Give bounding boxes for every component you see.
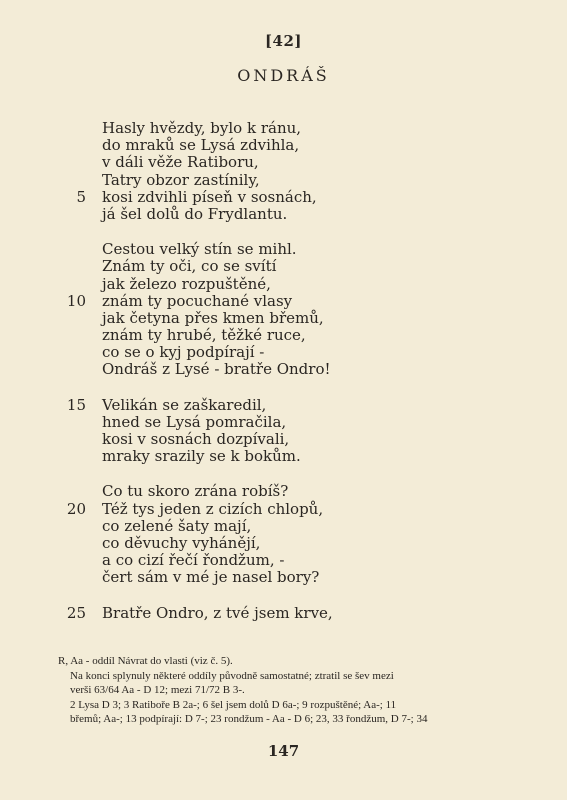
verse-line <box>0 518 567 535</box>
verse-text: jak železo rozpuštěné, <box>102 274 271 293</box>
verse-text: čert sám v mé je nasel bory? <box>102 568 320 587</box>
verse-text: Tatry obzor zastínily, <box>102 170 260 189</box>
verse-line <box>0 361 567 378</box>
verse-text: Co tu skoro zrána robíš? <box>102 482 289 501</box>
line-number: 5 <box>76 187 86 206</box>
verse-line <box>0 569 567 586</box>
verse-text: Též tys jeden z cizích chlopů, <box>102 499 324 518</box>
verse-line <box>0 172 567 189</box>
verse-line <box>0 137 567 154</box>
note-line: verši 63/64 Aa - D 12; mezi 71/72 B 3-. <box>70 684 245 696</box>
verse-text: Cestou velký stín se mihl. <box>102 240 297 259</box>
line-number: 10 <box>66 291 86 310</box>
verse-text: Velikán se zaškaredil, <box>102 395 267 414</box>
verse-text: do mraků se Lysá zdvihla, <box>102 136 300 155</box>
stanza <box>0 605 567 622</box>
verse-line <box>0 327 567 344</box>
verse-line <box>0 501 567 518</box>
verse-line <box>0 483 567 500</box>
verse-text: já šel dolů do Frydlantu. <box>102 204 288 223</box>
stanza <box>0 397 567 466</box>
verse-text: kosi v sosnách dozpívali, <box>102 430 290 448</box>
verse-text: jak četyna přes kmen břemů, <box>102 308 324 327</box>
note-line: R, Aa - oddíl Návrat do vlasti (viz č. 5). <box>58 655 233 667</box>
note-line: břemů; Aa-; 13 podpírají: D 7-; 23 rondžum - Aa - D 6; 23, 33 řondžum, D 7-; 34 <box>70 713 428 725</box>
line-number: 15 <box>66 395 86 414</box>
note-line: 2 Lysa D 3; 3 Ratiboře B 2a-; 6 šel jsem dolů D 6a-; 9 rozpuštěné; Aa-; 11 <box>70 698 397 711</box>
verse-text: kosi zdvihli píseň v sosnách, <box>102 187 317 206</box>
verse-text: co se o kyj podpírají - <box>102 343 265 362</box>
verse-text: hned se Lysá pomračila, <box>102 412 287 431</box>
verse-line <box>0 414 567 431</box>
poem-verses <box>0 120 567 640</box>
verse-text: znám ty hrubé, těžké ruce, <box>102 326 306 345</box>
verse-text: znám ty pocuchané vlasy <box>102 291 293 310</box>
verse-text: a co cizí řečí řondžum, - <box>102 551 285 570</box>
verse-line <box>0 310 567 327</box>
verse-line <box>0 293 567 310</box>
verse-line <box>0 120 567 137</box>
verse-text: Bratře Ondro, z tvé jsem krve, <box>102 603 333 622</box>
verse-text: co děvuchy vyhánějí, <box>102 533 261 552</box>
line-number: 25 <box>66 603 86 622</box>
verse-text: Ondráš z Lysé - bratře Ondro! <box>102 360 331 379</box>
poem-title: ONDRÁŠ <box>237 66 330 85</box>
verse-line <box>0 535 567 552</box>
verse-line <box>0 241 567 258</box>
stanza <box>0 241 567 379</box>
verse-text: co zelené šaty mají, <box>102 516 252 535</box>
stanza <box>0 120 567 223</box>
poem-number: [42] <box>264 32 303 50</box>
verse-line <box>0 154 567 171</box>
verse-text: Znám ty oči, co se svítí <box>102 257 277 276</box>
verse-line <box>0 206 567 223</box>
verse-text: Hasly hvězdy, bylo k ránu, <box>102 119 302 137</box>
verse-line <box>0 189 567 206</box>
verse-line <box>0 552 567 569</box>
note-line: Na konci splynuly některé oddíly původně samostatné; ztratil se šev mezi <box>70 669 394 682</box>
verse-line <box>0 605 567 622</box>
verse-text: v dáli věže Ratiboru, <box>102 153 259 172</box>
verse-line <box>0 431 567 448</box>
line-number: 20 <box>66 499 86 518</box>
verse-line <box>0 276 567 293</box>
page-number: 147 <box>267 742 300 760</box>
verse-line <box>0 258 567 275</box>
verse-line <box>0 344 567 361</box>
stanza <box>0 483 567 586</box>
verse-text: mraky srazily se k bokům. <box>102 447 301 466</box>
verse-line <box>0 448 567 465</box>
editorial-notes <box>58 654 518 727</box>
verse-line <box>0 397 567 414</box>
